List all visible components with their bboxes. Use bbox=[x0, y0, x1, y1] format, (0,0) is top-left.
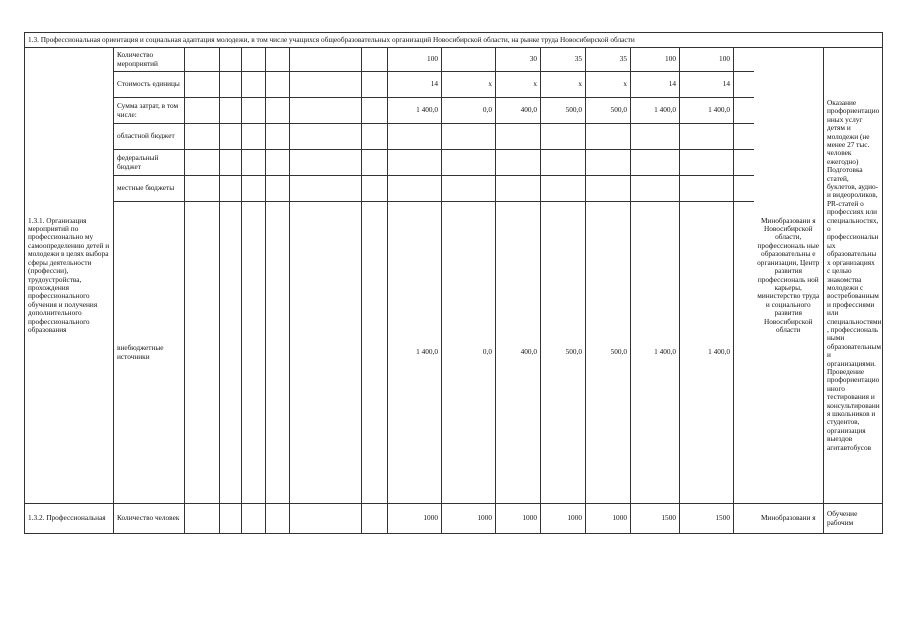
value-cell bbox=[680, 124, 734, 150]
value-cell: 1 400,0 bbox=[631, 202, 680, 504]
value-cell: x bbox=[541, 72, 586, 98]
row-label: Количество мероприятий bbox=[114, 48, 185, 72]
value-cell: 1 400,0 bbox=[631, 98, 680, 124]
value-cell bbox=[388, 150, 442, 176]
value-cell: 30 bbox=[496, 48, 541, 72]
row-label: Сумма затрат, в том числе: bbox=[114, 98, 185, 124]
table-row bbox=[25, 504, 883, 534]
value-cell bbox=[631, 176, 680, 202]
measure-title: 1.3.1. Организация мероприятий по профессионально му самоопределению детей и молодежи в целях выбора сферы деятельности (профессии), трудоустройства, прохождения профессионального обучения и получения дополнительного профессионального образования bbox=[25, 48, 114, 504]
value-cell: 500,0 bbox=[541, 98, 586, 124]
value-cell: 14 bbox=[680, 72, 734, 98]
value-cell bbox=[680, 176, 734, 202]
value-cell: 500,0 bbox=[586, 98, 631, 124]
value-cell bbox=[586, 176, 631, 202]
value-cell bbox=[496, 176, 541, 202]
row-label: областной бюджет bbox=[114, 124, 185, 150]
value-cell: 100 bbox=[388, 48, 442, 72]
value-cell bbox=[541, 176, 586, 202]
value-cell: 1000 bbox=[541, 504, 586, 534]
value-cell: 1500 bbox=[680, 504, 734, 534]
executor-cell: Минобразовани я bbox=[754, 504, 824, 534]
value-cell: 35 bbox=[541, 48, 586, 72]
value-cell: x bbox=[586, 72, 631, 98]
row-label: Количество человек bbox=[114, 504, 185, 534]
value-cell bbox=[631, 124, 680, 150]
value-cell bbox=[442, 124, 496, 150]
table-row bbox=[25, 48, 883, 72]
value-cell: 1 400,0 bbox=[388, 202, 442, 504]
value-cell bbox=[541, 124, 586, 150]
row-label: федеральный бюджет bbox=[114, 150, 185, 176]
value-cell bbox=[541, 150, 586, 176]
value-cell: 1 400,0 bbox=[680, 98, 734, 124]
row-label: Стоимость единицы bbox=[114, 72, 185, 98]
value-cell bbox=[442, 150, 496, 176]
value-cell: 1000 bbox=[388, 504, 442, 534]
value-cell: x bbox=[442, 72, 496, 98]
measure-title: 1.3.2. Профессиональная bbox=[25, 504, 114, 534]
value-cell: 35 bbox=[586, 48, 631, 72]
value-cell bbox=[388, 124, 442, 150]
value-cell bbox=[586, 124, 631, 150]
row-label: местные бюджеты bbox=[114, 176, 185, 202]
value-cell: 400,0 bbox=[496, 202, 541, 504]
value-cell: 1000 bbox=[442, 504, 496, 534]
value-cell: 14 bbox=[388, 72, 442, 98]
row-label: внебюджетные источники bbox=[114, 202, 185, 504]
value-cell bbox=[586, 150, 631, 176]
value-cell: 500,0 bbox=[541, 202, 586, 504]
value-cell: 500,0 bbox=[586, 202, 631, 504]
value-cell bbox=[496, 150, 541, 176]
value-cell bbox=[442, 176, 496, 202]
result-cell: Оказание профориентацио нных услуг детям и молодежи (не менее 27 тыс. человек ежегодно) Подготовка статей, буклетов, аудио- и видеороликов, PR-статей о профессиях или специальностях, о профессиональн ых образовательны х организациях с целью знакомства молодежи с востребованным и профессиями или специальностями , профессиональ ными образовательным и организациями. Проведение профориентацио нного тестирования и консультировани я школьников и студентов, организация выездов агитавтобусов bbox=[824, 48, 883, 504]
value-cell: 400,0 bbox=[496, 98, 541, 124]
value-cell: 1 400,0 bbox=[388, 98, 442, 124]
value-cell: 1500 bbox=[631, 504, 680, 534]
section-header: 1.3. Профессиональная ориентация и социальная адаптация молодежи, в том числе учащихся общеобразовательных организаций Новосибирской области, на рынке труда Новосибирской области bbox=[25, 33, 883, 48]
value-cell bbox=[442, 48, 496, 72]
result-cell: Обучение рабочим bbox=[824, 504, 883, 534]
value-cell: 100 bbox=[680, 48, 734, 72]
program-table bbox=[24, 32, 883, 534]
value-cell: 1000 bbox=[586, 504, 631, 534]
value-cell bbox=[680, 150, 734, 176]
value-cell bbox=[496, 124, 541, 150]
value-cell bbox=[631, 150, 680, 176]
value-cell: 100 bbox=[631, 48, 680, 72]
value-cell bbox=[388, 176, 442, 202]
executor-cell: Минобразовани я Новосибирской области, профессиональ ные образовательны е организации, Центр развития профессиональ ной карьеры, министерство труда и социального развития Новосибирской области bbox=[754, 48, 824, 504]
value-cell: 0,0 bbox=[442, 202, 496, 504]
value-cell: 1000 bbox=[496, 504, 541, 534]
value-cell: 1 400,0 bbox=[680, 202, 734, 504]
value-cell: x bbox=[496, 72, 541, 98]
value-cell: 0,0 bbox=[442, 98, 496, 124]
value-cell: 14 bbox=[631, 72, 680, 98]
